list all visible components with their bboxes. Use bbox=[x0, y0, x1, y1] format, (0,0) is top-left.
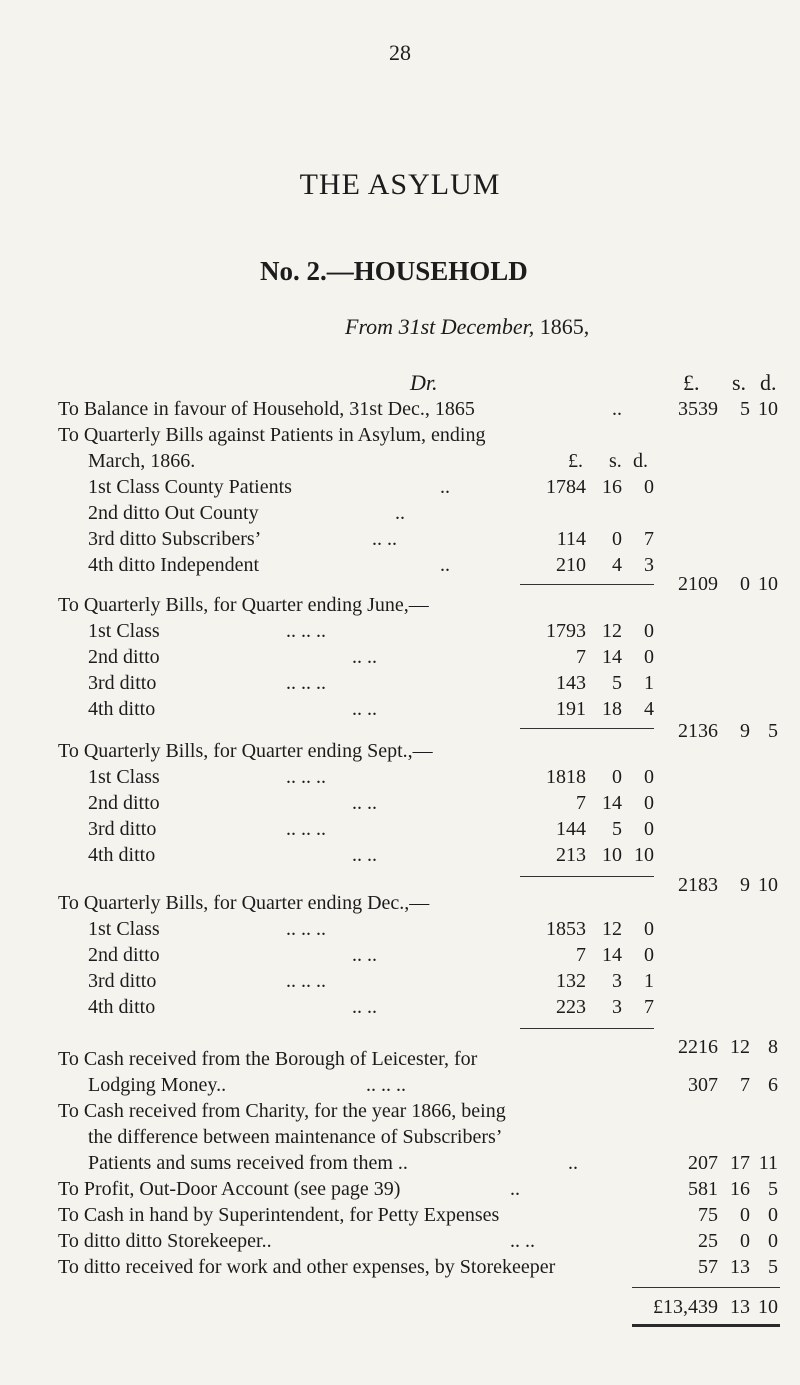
june-row-label: 1st Class bbox=[88, 620, 160, 642]
dec-subtotal-rule bbox=[520, 1028, 654, 1029]
grand-total-top-rule bbox=[632, 1287, 780, 1288]
june-row-dots: .. .. bbox=[352, 698, 377, 720]
petty-shillings: 0 bbox=[740, 1204, 750, 1226]
sept-total-shillings: 9 bbox=[740, 874, 750, 896]
sept-row-label: 3rd ditto bbox=[88, 818, 157, 840]
sept-heading: To Quarterly Bills, for Quarter ending Sept.,— bbox=[58, 740, 433, 762]
march-row-pence: 7 bbox=[644, 528, 654, 550]
june-row-dots: .. .. .. bbox=[286, 672, 326, 694]
grand-total-pounds: £13,439 bbox=[653, 1296, 718, 1318]
store-shillings: 0 bbox=[740, 1230, 750, 1252]
march-row-dots: .. bbox=[395, 502, 405, 524]
june-row-pence: 0 bbox=[644, 646, 654, 668]
balance-pence: 10 bbox=[758, 398, 778, 420]
dec-total-pence: 8 bbox=[768, 1036, 778, 1058]
march-row-pence: 0 bbox=[644, 476, 654, 498]
sept-row-dots: .. .. bbox=[352, 792, 377, 814]
march-row-dots: .. bbox=[440, 476, 450, 498]
june-row-pounds: 191 bbox=[556, 698, 586, 720]
june-row-dots: .. .. bbox=[352, 646, 377, 668]
dec-row-pence: 7 bbox=[644, 996, 654, 1018]
sept-total-pounds: 2183 bbox=[678, 874, 718, 896]
sept-row-pounds: 144 bbox=[556, 818, 586, 840]
march-total-pence: 10 bbox=[758, 573, 778, 595]
dec-row-label: 1st Class bbox=[88, 918, 160, 940]
sept-row-pence: 0 bbox=[644, 766, 654, 788]
balance-shillings: 5 bbox=[740, 398, 750, 420]
june-heading: To Quarterly Bills, for Quarter ending June,— bbox=[58, 594, 429, 616]
march-row-shillings: 0 bbox=[612, 528, 622, 550]
sept-row-pence: 0 bbox=[644, 792, 654, 814]
march-row-dots: .. bbox=[440, 554, 450, 576]
dec-row-label: 2nd ditto bbox=[88, 944, 160, 966]
sept-row-dots: .. .. .. bbox=[286, 766, 326, 788]
march-row-label: 3rd ditto Subscribers’ bbox=[88, 528, 262, 550]
june-row-pence: 0 bbox=[644, 620, 654, 642]
pounds-header: £. bbox=[683, 370, 700, 395]
march-pounds-header: £. bbox=[568, 450, 583, 472]
june-row-shillings: 5 bbox=[612, 672, 622, 694]
sept-row-pence: 0 bbox=[644, 818, 654, 840]
sept-row-label: 4th ditto bbox=[88, 844, 156, 866]
june-row-shillings: 14 bbox=[602, 646, 622, 668]
march-row-label: 4th ditto Independent bbox=[88, 554, 260, 576]
grand-total-double-rule bbox=[632, 1324, 780, 1327]
sept-subtotal-rule bbox=[520, 876, 654, 877]
sept-row-pounds: 7 bbox=[576, 792, 586, 814]
charity-line-1: To Cash received from Charity, for the year 1866, being bbox=[58, 1100, 506, 1122]
dec-row-shillings: 3 bbox=[612, 996, 622, 1018]
dec-row-label: 4th ditto bbox=[88, 996, 156, 1018]
dec-row-dots: .. .. bbox=[352, 996, 377, 1018]
march-row-pounds: 210 bbox=[556, 554, 586, 576]
june-row-pounds: 7 bbox=[576, 646, 586, 668]
charity-dots: .. bbox=[568, 1152, 578, 1174]
charity-shillings: 17 bbox=[730, 1152, 750, 1174]
dec-row-pounds: 132 bbox=[556, 970, 586, 992]
dec-row-pence: 1 bbox=[644, 970, 654, 992]
profit-shillings: 16 bbox=[730, 1178, 750, 1200]
sept-total-pence: 10 bbox=[758, 874, 778, 896]
march-row-pounds: 1784 bbox=[546, 476, 586, 498]
june-row-shillings: 18 bbox=[602, 698, 622, 720]
petty-pence: 0 bbox=[768, 1204, 778, 1226]
period-prefix: From bbox=[345, 314, 394, 339]
june-row-pounds: 143 bbox=[556, 672, 586, 694]
june-row-pence: 1 bbox=[644, 672, 654, 694]
march-total-pounds: 2109 bbox=[678, 573, 718, 595]
profit-pence: 5 bbox=[768, 1178, 778, 1200]
march-heading: To Quarterly Bills against Patients in Asylum, ending bbox=[58, 424, 486, 446]
dec-row-shillings: 12 bbox=[602, 918, 622, 940]
dec-row-pounds: 223 bbox=[556, 996, 586, 1018]
march-row-pence: 3 bbox=[644, 554, 654, 576]
june-subtotal-rule bbox=[520, 728, 654, 729]
petty-line: To Cash in hand by Superintendent, for Petty Expenses bbox=[58, 1204, 500, 1226]
june-row-label: 2nd ditto bbox=[88, 646, 160, 668]
june-row-shillings: 12 bbox=[602, 620, 622, 642]
sept-row-pence: 10 bbox=[634, 844, 654, 866]
dec-row-dots: .. .. bbox=[352, 944, 377, 966]
sept-row-dots: .. .. bbox=[352, 844, 377, 866]
june-total-pence: 5 bbox=[768, 720, 778, 742]
june-row-label: 4th ditto bbox=[88, 698, 156, 720]
march-row-shillings: 16 bbox=[602, 476, 622, 498]
work-shillings: 13 bbox=[730, 1256, 750, 1278]
charity-line-2: the difference between maintenance of Subscribers’ bbox=[88, 1126, 503, 1148]
dec-row-pence: 0 bbox=[644, 944, 654, 966]
sept-row-label: 2nd ditto bbox=[88, 792, 160, 814]
june-row-label: 3rd ditto bbox=[88, 672, 157, 694]
dec-row-dots: .. .. .. bbox=[286, 918, 326, 940]
profit-dots: .. bbox=[510, 1178, 520, 1200]
march-row-label: 1st Class County Patients bbox=[88, 476, 292, 498]
leicester-line-2: Lodging Money.. bbox=[88, 1074, 227, 1096]
grand-total-pence: 10 bbox=[758, 1296, 778, 1318]
section-title: No. 2.—HOUSEHOLD bbox=[260, 256, 528, 286]
march-row-label: 2nd ditto Out County bbox=[88, 502, 259, 524]
march-pence-header: d. bbox=[633, 450, 648, 472]
march-row-dots: .. .. bbox=[372, 528, 397, 550]
leicester-dots: .. .. .. bbox=[366, 1074, 406, 1096]
store-pence: 0 bbox=[768, 1230, 778, 1252]
dec-heading: To Quarterly Bills, for Quarter ending Dec.,— bbox=[58, 892, 430, 914]
dec-row-label: 3rd ditto bbox=[88, 970, 157, 992]
debit-label: Dr. bbox=[410, 370, 438, 395]
dec-row-shillings: 3 bbox=[612, 970, 622, 992]
march-row-shillings: 4 bbox=[612, 554, 622, 576]
march-row-pounds: 114 bbox=[556, 528, 586, 550]
dec-row-pence: 0 bbox=[644, 918, 654, 940]
period-line bbox=[345, 314, 589, 340]
grand-total-shillings: 13 bbox=[730, 1296, 750, 1318]
march-subtotal-rule bbox=[520, 584, 654, 585]
dec-row-dots: .. .. .. bbox=[286, 970, 326, 992]
leicester-line-1: To Cash received from the Borough of Leicester, for bbox=[58, 1048, 478, 1070]
june-row-dots: .. .. .. bbox=[286, 620, 326, 642]
dec-total-pounds: 2216 bbox=[678, 1036, 718, 1058]
leicester-shillings: 7 bbox=[740, 1074, 750, 1096]
march-total-shillings: 0 bbox=[740, 573, 750, 595]
pence-header: d. bbox=[760, 370, 777, 395]
balance-dots: .. bbox=[612, 398, 622, 420]
leicester-pence: 6 bbox=[768, 1074, 778, 1096]
dec-row-pounds: 7 bbox=[576, 944, 586, 966]
charity-pounds: 207 bbox=[688, 1152, 718, 1174]
work-pence: 5 bbox=[768, 1256, 778, 1278]
store-line: To ditto ditto Storekeeper.. bbox=[58, 1230, 272, 1252]
june-total-shillings: 9 bbox=[740, 720, 750, 742]
work-line: To ditto received for work and other expenses, by Storekeeper bbox=[58, 1256, 556, 1278]
dec-total-shillings: 12 bbox=[730, 1036, 750, 1058]
page-title: THE ASYLUM bbox=[299, 168, 501, 201]
sept-row-dots: .. .. .. bbox=[286, 818, 326, 840]
profit-line: To Profit, Out-Door Account (see page 39) bbox=[58, 1178, 401, 1200]
june-row-pence: 4 bbox=[644, 698, 654, 720]
profit-pounds: 581 bbox=[688, 1178, 718, 1200]
march-shillings-header: s. bbox=[609, 450, 622, 472]
period-date: 31st December, bbox=[398, 314, 535, 339]
work-pounds: 57 bbox=[698, 1256, 718, 1278]
sept-row-shillings: 5 bbox=[612, 818, 622, 840]
store-dots: .. .. bbox=[510, 1230, 535, 1252]
june-total-pounds: 2136 bbox=[678, 720, 718, 742]
petty-pounds: 75 bbox=[698, 1204, 718, 1226]
dec-row-pounds: 1853 bbox=[546, 918, 586, 940]
balance-pounds: 3539 bbox=[678, 398, 718, 420]
leicester-pounds: 307 bbox=[688, 1074, 718, 1096]
sept-row-pounds: 1818 bbox=[546, 766, 586, 788]
sept-row-shillings: 14 bbox=[602, 792, 622, 814]
charity-pence: 11 bbox=[758, 1152, 778, 1174]
page-number: 28 bbox=[389, 40, 411, 65]
period-year: 1865, bbox=[539, 314, 590, 339]
sept-row-shillings: 10 bbox=[602, 844, 622, 866]
store-pounds: 25 bbox=[698, 1230, 718, 1252]
june-row-pounds: 1793 bbox=[546, 620, 586, 642]
sept-row-label: 1st Class bbox=[88, 766, 160, 788]
shillings-header: s. bbox=[732, 370, 747, 395]
dec-row-shillings: 14 bbox=[602, 944, 622, 966]
balance-line: To Balance in favour of Household, 31st Dec., 1865 bbox=[58, 398, 475, 420]
sept-row-pounds: 213 bbox=[556, 844, 586, 866]
sept-row-shillings: 0 bbox=[612, 766, 622, 788]
charity-line-3: Patients and sums received from them .. bbox=[88, 1152, 408, 1174]
march-subheading: March, 1866. bbox=[88, 450, 196, 472]
